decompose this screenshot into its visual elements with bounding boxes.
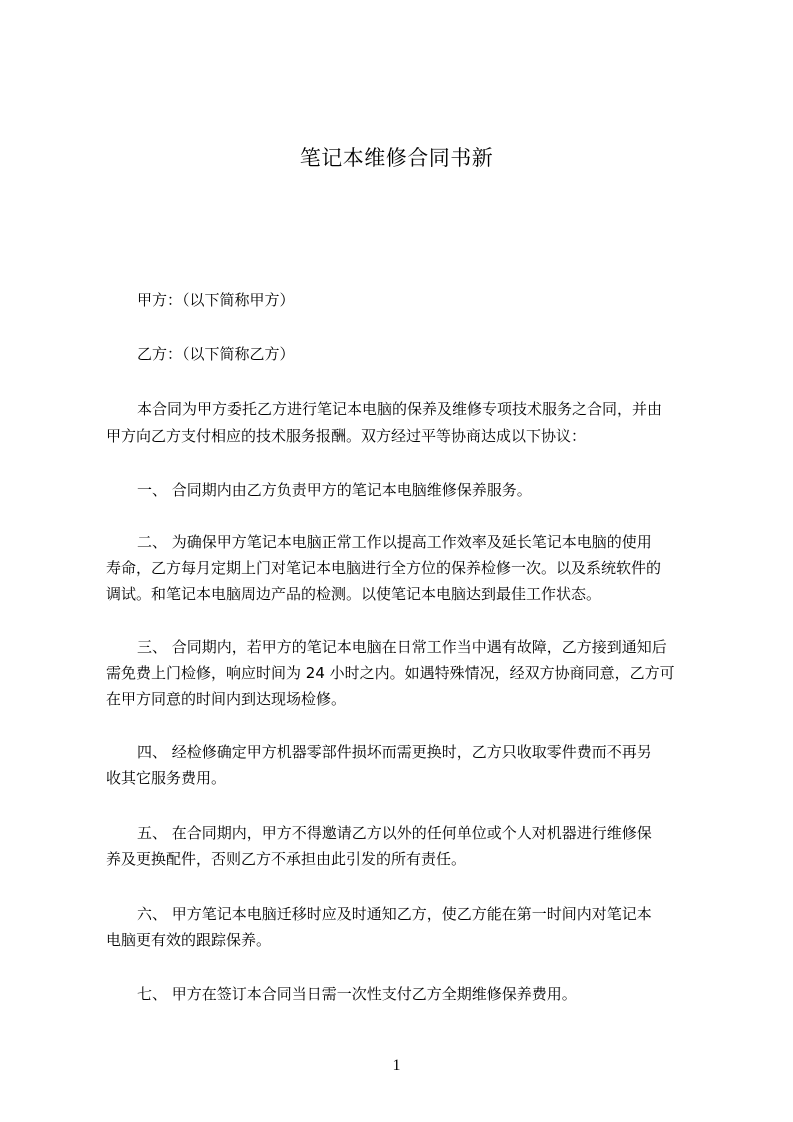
party-b-line: 乙方：（以下简称乙方） (137, 345, 295, 363)
clause-2-line: 二、 为确保甲方笔记本电脑正常工作以提高工作效率及延长笔记本电脑的使用 (137, 533, 652, 551)
clause-4-line: 收其它服务费用。 (106, 769, 227, 787)
intro-line: 甲方向乙方支付相应的技术服务报酬。双方经过平等协商达成以下协议： (106, 427, 587, 445)
clause-4-line: 四、 经检修确定甲方机器零部件损坏而需更换时，乙方只收取零件费而不再另 (137, 743, 652, 761)
clause-5-line: 养及更换配件，否则乙方不承担由此引发的所有责任。 (106, 850, 467, 868)
clause-6-line: 电脑更有效的跟踪保养。 (106, 931, 272, 949)
clause-5-line: 五、 在合同期内，甲方不得邀请乙方以外的任何单位或个人对机器进行维修保 (137, 824, 652, 842)
clause-3-line: 需免费上门检修，响应时间为 24 小时之内。如遇特殊情况，经双方协商同意，乙方可 (106, 664, 675, 682)
intro-line: 本合同为甲方委托乙方进行笔记本电脑的保养及维修专项技术服务之合同，并由 (137, 400, 663, 418)
clause-3-line: 三、 合同期内，若甲方的笔记本电脑在日常工作当中遇有故障，乙方接到通知后 (137, 638, 667, 656)
clause-2-line: 寿命，乙方每月定期上门对笔记本电脑进行全方位的保养检修一次。以及系统软件的 (106, 559, 662, 577)
party-a-line: 甲方：（以下简称甲方） (137, 291, 295, 309)
clause-3-line: 在甲方同意的时间内到达现场检修。 (106, 690, 347, 708)
clause-6-line: 六、 甲方笔记本电脑迁移时应及时通知乙方，使乙方能在第一时间内对笔记本 (137, 905, 652, 923)
clause-7-line: 七、 甲方在签订本合同当日需一次性支付乙方全期维修保养费用。 (137, 985, 577, 1003)
clause-2-line: 调试。和笔记本电脑周边产品的检测。以使笔记本电脑达到最佳工作状态。 (106, 585, 602, 603)
document-title: 笔记本维修合同书新 (299, 146, 494, 170)
page-number: 1 (392, 1057, 401, 1074)
clause-1-line: 一、 合同期内由乙方负责甲方的笔记本电脑维修保养服务。 (137, 481, 532, 499)
